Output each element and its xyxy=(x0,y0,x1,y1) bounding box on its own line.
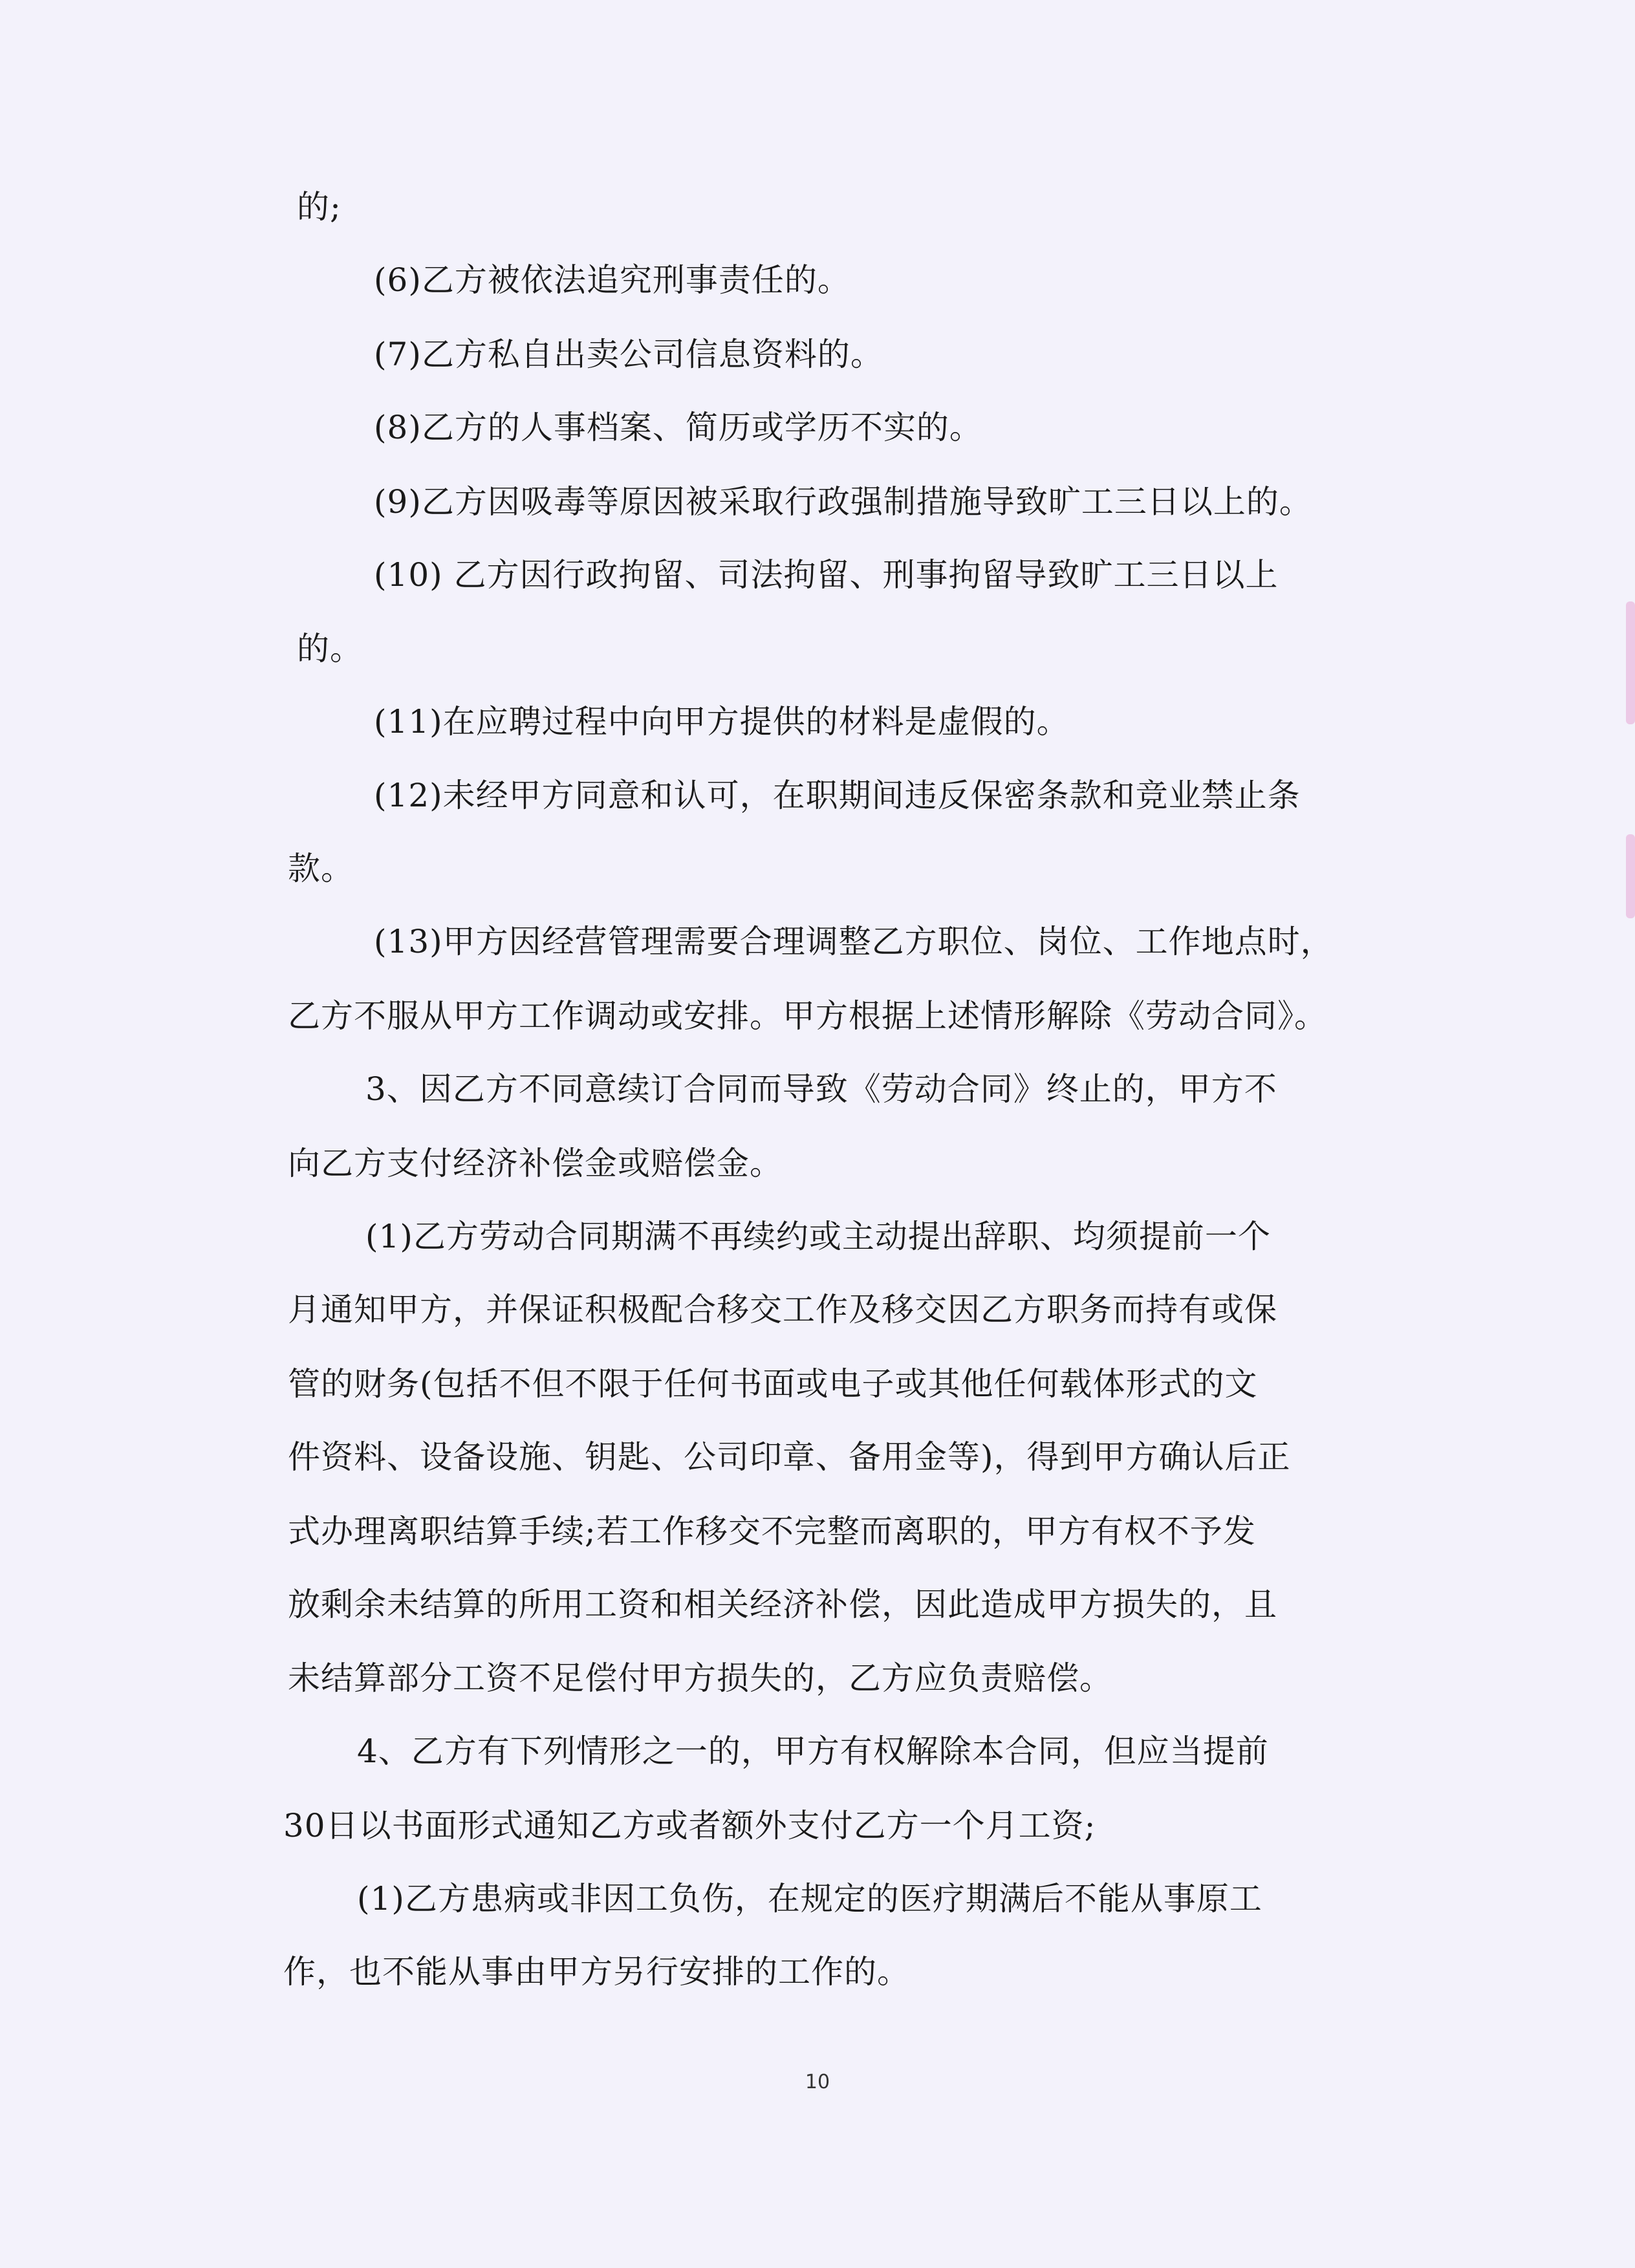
text-line-1: 的; xyxy=(297,188,341,226)
text-line-19: 式办理离职结算手续;若工作移交不完整而离职的，甲方有权不予发 xyxy=(288,1513,1256,1550)
text-line-22: 4、乙方有下列情形之一的，甲方有权解除本合同，但应当提前 xyxy=(357,1733,1269,1770)
text-line-7: 的。 xyxy=(297,630,363,667)
text-line-12: 乙方不服从甲方工作调动或安排。甲方根据上述情形解除《劳动合同》。 xyxy=(288,997,1327,1035)
text-line-15: (1)乙方劳动合同期满不再续约或主动提出辞职、均须提前一个 xyxy=(365,1218,1271,1255)
text-line-9: (12)未经甲方同意和认可，在职期间违反保密条款和竞业禁止条 xyxy=(374,777,1301,814)
text-line-25: 作，也不能从事由甲方另行安排的工作的。 xyxy=(283,1953,910,1991)
text-line-13: 3、因乙方不同意续订合同而导致《劳动合同》终止的，甲方不 xyxy=(365,1070,1277,1108)
text-line-14: 向乙方支付经济补偿金或赔偿金。 xyxy=(288,1145,783,1182)
text-line-5: (9)乙方因吸毒等原因被采取行政强制措施导致旷工三日以上的。 xyxy=(374,483,1312,521)
text-line-16: 月通知甲方，并保证积极配合移交工作及移交因乙方职务而持有或保 xyxy=(288,1291,1277,1328)
text-line-20: 放剩余未结算的所用工资和相关经济补偿，因此造成甲方损失的，且 xyxy=(288,1586,1277,1623)
edge-stamp-mark xyxy=(1626,834,1635,918)
text-line-6: (10) 乙方因行政拘留、司法拘留、刑事拘留导致旷工三日以上 xyxy=(374,556,1279,594)
text-line-18: 件资料、设备设施、钥匙、公司印章、备用金等)，得到甲方确认后正 xyxy=(288,1438,1291,1476)
text-line-3: (7)乙方私自出卖公司信息资料的。 xyxy=(374,336,883,373)
text-line-10: 款。 xyxy=(288,850,354,887)
text-line-8: (11)在应聘过程中向甲方提供的材料是虚假的。 xyxy=(374,703,1070,740)
text-line-24: (1)乙方患病或非因工负伤，在规定的医疗期满后不能从事原工 xyxy=(357,1880,1262,1917)
text-line-23: 30日以书面形式通知乙方或者额外支付乙方一个月工资; xyxy=(283,1807,1096,1844)
text-line-4: (8)乙方的人事档案、简历或学历不实的。 xyxy=(374,409,982,446)
text-line-2: (6)乙方被依法追究刑事责任的。 xyxy=(374,261,850,299)
page-number: 10 xyxy=(805,2071,830,2093)
text-line-11: (13)甲方因经营管理需要合理调整乙方职位、岗位、工作地点时， xyxy=(374,923,1334,960)
edge-stamp-mark xyxy=(1626,601,1635,724)
text-line-21: 未结算部分工资不足偿付甲方损失的，乙方应负责赔偿。 xyxy=(288,1659,1112,1697)
text-line-17: 管的财务(包括不但不限于任何书面或电子或其他任何载体形式的文 xyxy=(288,1365,1258,1403)
